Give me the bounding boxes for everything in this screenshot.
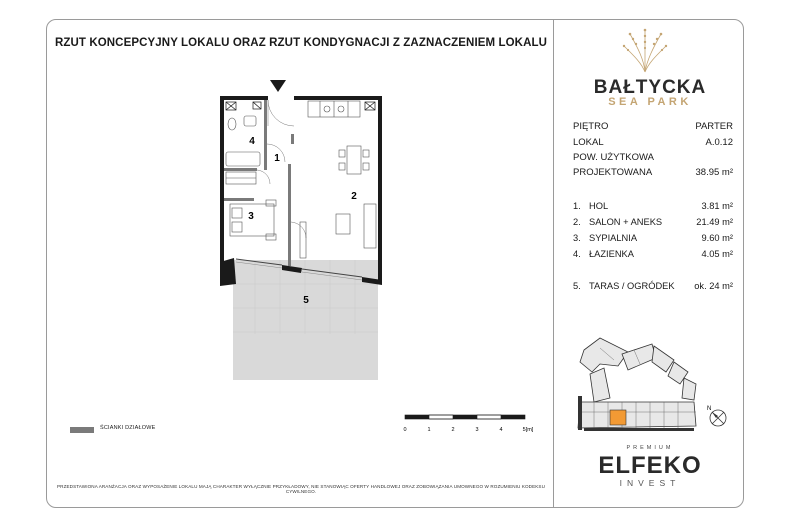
room-label-3: 3 bbox=[248, 211, 254, 222]
room-label-1: 1 bbox=[274, 153, 280, 164]
room-name: SYPIALNIA bbox=[589, 233, 638, 243]
building-outline bbox=[578, 338, 696, 428]
legend-label: ŚCIANKI DZIAŁOWE bbox=[100, 425, 156, 431]
scale-tick: 2 bbox=[451, 427, 455, 433]
partition-walls bbox=[224, 100, 294, 266]
key-plan bbox=[570, 332, 738, 442]
legend-swatch bbox=[70, 427, 94, 433]
scale-tick: 1 bbox=[427, 427, 431, 433]
floor-plan bbox=[200, 72, 390, 387]
ventilation-shafts bbox=[226, 102, 375, 110]
room-number: 3. bbox=[573, 233, 581, 243]
room-number: 5. bbox=[573, 281, 581, 291]
page-title: RZUT KONCEPCYJNY LOKALU ORAZ RZUT KONDYGNACJI Z ZAZNACZENIEM LOKALU bbox=[54, 37, 548, 49]
scale-tick: 3 bbox=[475, 427, 479, 433]
floor-value: PARTER bbox=[695, 121, 733, 132]
bedroom-furniture bbox=[226, 172, 276, 240]
entrance-arrow-icon bbox=[270, 80, 286, 92]
developer-invest: INVEST bbox=[619, 478, 681, 488]
scale-tick: 4 bbox=[499, 427, 503, 433]
room-area: 3.81 m² bbox=[701, 201, 733, 211]
room-number: 2. bbox=[573, 217, 581, 227]
room-label-5: 5 bbox=[303, 295, 309, 306]
room-label-2: 2 bbox=[351, 191, 357, 202]
scale-bar bbox=[398, 412, 544, 438]
developer-name: ELFEKO bbox=[598, 452, 702, 479]
unit-highlight bbox=[610, 410, 626, 425]
room-number: 4. bbox=[573, 249, 581, 259]
area-label-1: POW. UŻYTKOWA bbox=[573, 152, 654, 163]
room-name: SALON + ANEKS bbox=[589, 217, 663, 227]
scale-tick: 0 bbox=[403, 427, 407, 433]
room-name: ŁAZIENKA bbox=[589, 249, 634, 259]
scale-tick: 5[m] bbox=[522, 427, 534, 433]
plant-icon bbox=[620, 26, 670, 74]
room-area: 21.49 m² bbox=[696, 217, 733, 227]
bathroom-fixtures bbox=[226, 116, 260, 166]
kitchen-counter bbox=[308, 101, 360, 117]
sheet-divider bbox=[553, 19, 554, 508]
disclaimer: PRZEDSTAWIONA ARANŻACJA ORAZ WYPOSAŻENIE LOKALU MAJĄ CHARAKTER WYŁĄCZNIE PRZYKŁADOWY, NIE STANOWIĄC OFERTY HANDLOWEJ ORAZ ZOBOWIĄZANIA UMOWNEGO W ROZUMIENIU KODEKSU CYWILNEGO. bbox=[57, 484, 545, 494]
room-name: TARAS / OGRÓDEK bbox=[589, 281, 675, 291]
floor-label: PIĘTRO bbox=[573, 121, 609, 132]
north-label: N bbox=[707, 406, 712, 412]
room-area: 4.05 m² bbox=[701, 249, 733, 259]
room-area: 9.60 m² bbox=[701, 233, 733, 243]
room-number: 1. bbox=[573, 201, 581, 211]
compass-icon bbox=[710, 410, 726, 426]
room-area: ok. 24 m² bbox=[694, 281, 733, 291]
room-name: HOL bbox=[589, 201, 609, 211]
brand-name: BAŁTYCKA bbox=[593, 77, 707, 98]
living-furniture bbox=[300, 146, 376, 258]
brand-subtitle: SEA PARK bbox=[608, 96, 692, 108]
unit-label: LOKAL bbox=[573, 137, 604, 148]
room-label-4: 4 bbox=[249, 136, 255, 147]
area-value: 38.95 m² bbox=[695, 167, 733, 178]
developer-premium: PREMIUM bbox=[626, 445, 674, 451]
unit-value: A.0.12 bbox=[705, 137, 733, 148]
area-label-2: PROJEKTOWANA bbox=[573, 167, 653, 178]
